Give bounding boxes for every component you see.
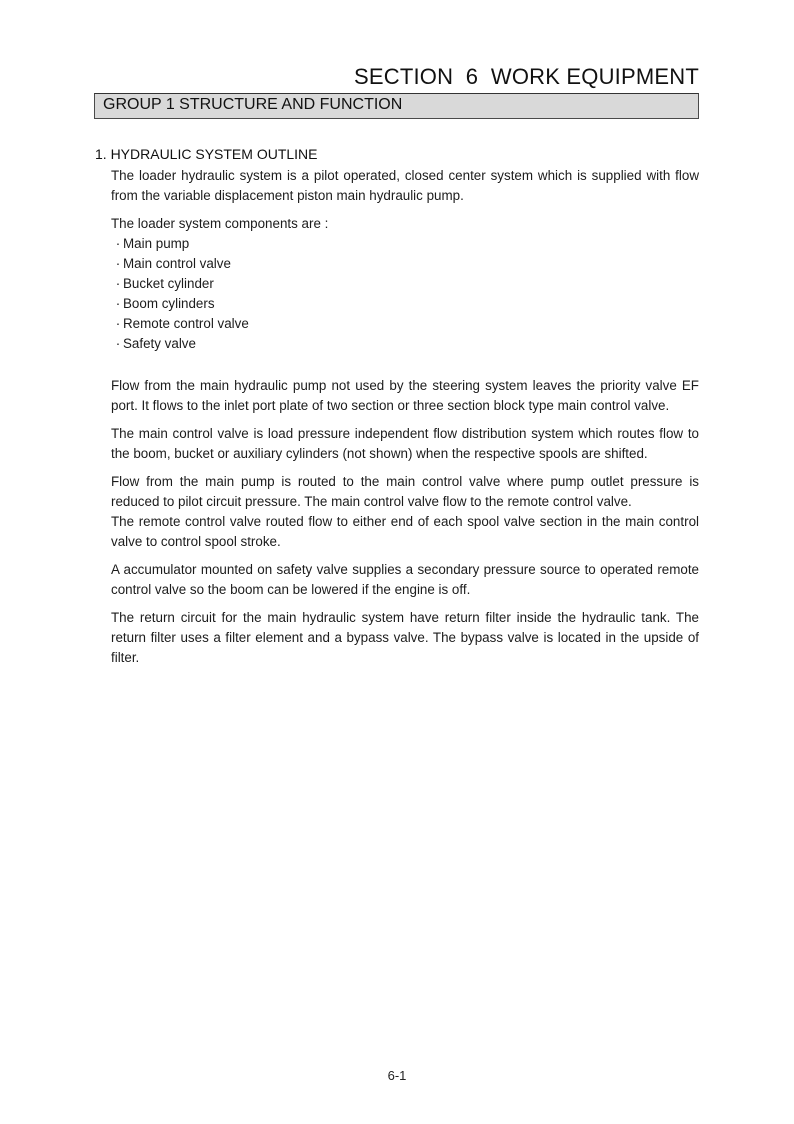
bullet-marker: · xyxy=(115,296,121,311)
component-label: Boom cylinders xyxy=(123,296,215,311)
remote-control-paragraph: The remote control valve routed flow to either end of each spool valve section in the main control valve to control spool stroke. xyxy=(111,514,699,549)
bullet-marker: · xyxy=(115,336,121,351)
component-label: Main pump xyxy=(123,236,190,251)
bullet-marker: · xyxy=(115,316,121,331)
bullet-marker: · xyxy=(115,256,121,271)
bullet-marker: · xyxy=(115,236,121,251)
list-item xyxy=(111,334,699,354)
flow-paragraph: Flow from the main hydraulic pump not used by the steering system leaves the priority valve EF port. It flows to the inlet port plate of two section or three section block type main control valve. xyxy=(111,378,699,413)
bullet-marker: · xyxy=(115,276,121,291)
accumulator-paragraph: A accumulator mounted on safety valve supplies a secondary pressure source to operated remote control valve so the boom can be lowered if the engine is off. xyxy=(111,562,699,597)
return-circuit-paragraph: The return circuit for the main hydraulic system have return filter inside the hydraulic tank. The return filter uses a filter element and a bypass valve. The bypass valve is located in the upside of filter. xyxy=(111,610,699,665)
section-body xyxy=(111,166,699,676)
main-control-valve-paragraph: The main control valve is load pressure independent flow distribution system which routes flow to the boom, bucket or auxiliary cylinders (not shown) when the respective spools are shifted. xyxy=(111,426,699,461)
component-label: Safety valve xyxy=(123,336,196,351)
components-list xyxy=(111,234,699,354)
component-label: Bucket cylinder xyxy=(123,276,214,291)
section-heading: 1. HYDRAULIC SYSTEM OUTLINE xyxy=(95,146,318,162)
list-item xyxy=(111,294,699,314)
list-item xyxy=(111,254,699,274)
intro-paragraph: The loader hydraulic system is a pilot operated, closed center system which is supplied with flow from the variable displacement piston main hydraulic pump. xyxy=(111,168,699,203)
group-title: GROUP 1 STRUCTURE AND FUNCTION xyxy=(103,96,403,113)
list-item xyxy=(111,314,699,334)
list-item xyxy=(111,234,699,254)
section-title: SECTION 6 WORK EQUIPMENT xyxy=(353,64,699,89)
pilot-pressure-paragraph: Flow from the main pump is routed to the main control valve where pump outlet pressure is reduced to pilot circuit pressure. The main control valve flow to the remote control valve. xyxy=(111,474,699,509)
component-label: Remote control valve xyxy=(123,316,249,331)
page-number: 6-1 xyxy=(387,1068,407,1083)
list-item xyxy=(111,274,699,294)
group-title-bar xyxy=(94,93,699,119)
component-label: Main control valve xyxy=(123,256,231,271)
components-label: The loader system components are : xyxy=(111,216,329,231)
